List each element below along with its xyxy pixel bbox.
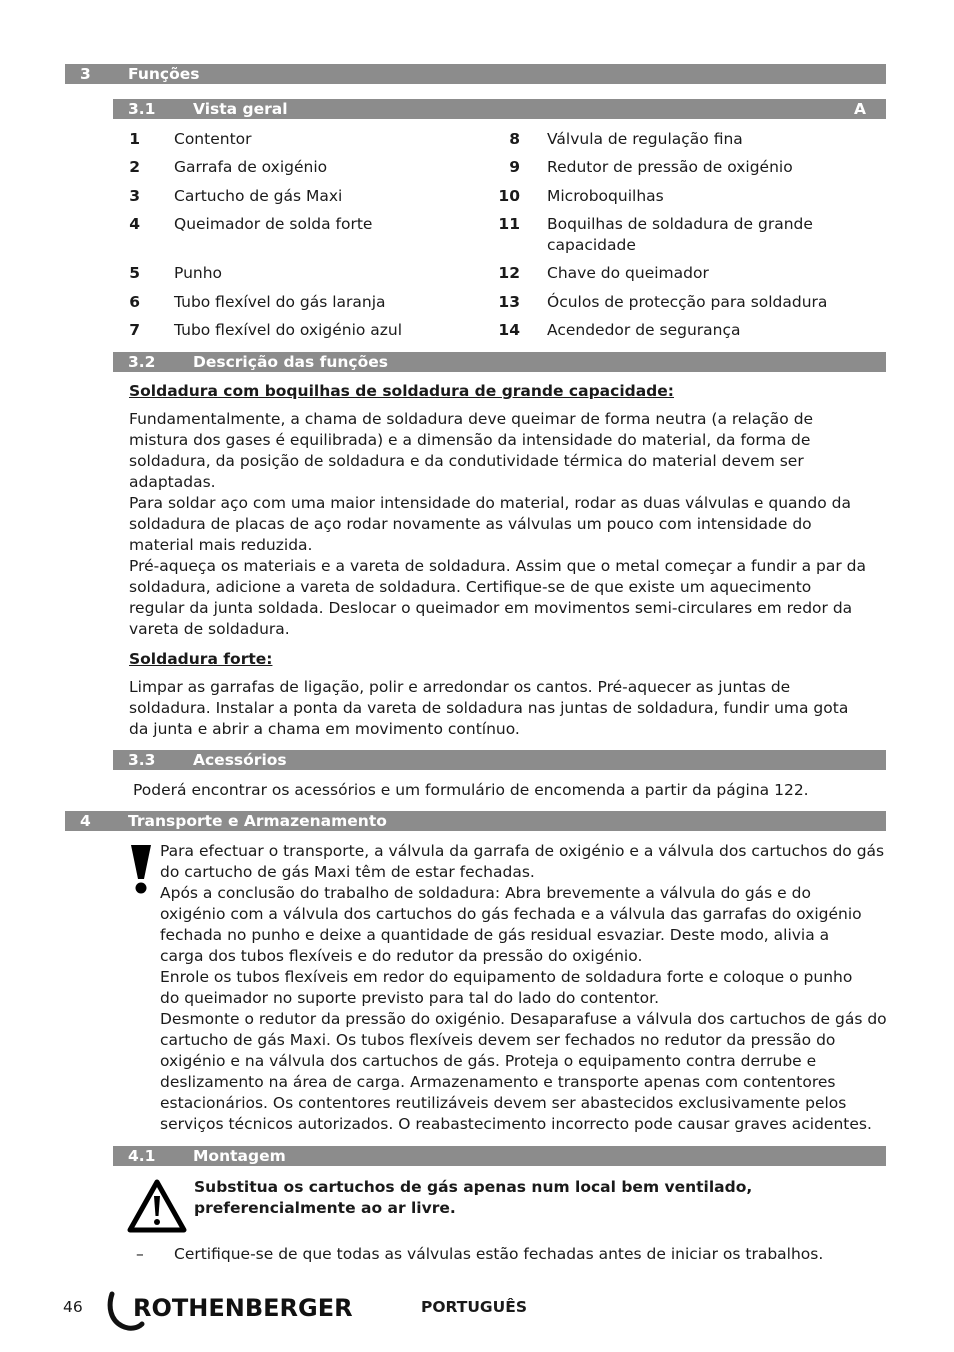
subsection-title: Vista geral [193, 100, 288, 118]
subsection-4-1-header [113, 1146, 886, 1166]
accessories-text: Poderá encontrar os acessórios e um formulário de encomenda a partir da página 122. [133, 781, 809, 799]
large-nozzle-welding-heading: Soldadura com boquilhas de soldadura de grande capacidade: [129, 382, 674, 400]
large-nozzle-welding-text: Fundamentalmente, a chama de soldadura deve queimar de forma neutra (a relação de mistura dos gases é equilibrada) e a dimensão da intensidade do material, da forma de soldadura, da posição de soldadura e da condutividade térmica do material devem ser adaptadas. Para soldar aço com uma maior intensidade do material, rodar as duas válvulas e quando da soldadura de placas de aço rodar novamente as válvulas um pouco com intensidade do material mais reduzida. Pré-aqueça os materiais e a vareta de soldadura. Assim que o metal começar a fundir a par da soldadura, adicione a vareta de soldadura. Certifique-se de que existe um aquecimento regular da junta soldada. Deslocar o queimador em movimentos semi-circulares em redor da vareta de soldadura. [129, 410, 866, 638]
subsection-number: 4.1 [128, 1147, 156, 1165]
subsection-title: Descrição das funções [193, 353, 389, 371]
warning-text: Substitua os cartuchos de gás apenas num local bem ventilado, preferencialmente ao ar livre. [194, 1178, 753, 1217]
subsection-title: Acessórios [193, 751, 287, 769]
page-number: 46 [63, 1298, 83, 1316]
subsection-3-3-header [113, 750, 886, 770]
language-label: PORTUGUÊS [421, 1298, 527, 1316]
section-3-header [65, 64, 886, 84]
bullet-text: Certifique-se de que todas as válvulas estão fechadas antes de iniciar os trabalhos. [174, 1245, 824, 1263]
subsection-3-2-header [113, 352, 886, 372]
subsection-number: 3.3 [128, 751, 156, 769]
section-title: Funções [128, 65, 200, 83]
section-4-header [65, 811, 886, 831]
brazing-heading: Soldadura forte: [129, 650, 273, 668]
bullet-dash: – [136, 1245, 144, 1263]
exclamation-icon [129, 843, 153, 895]
subsection-title: Montagem [193, 1147, 286, 1165]
subsection-3-1-header [113, 99, 886, 119]
subsection-number: 3.2 [128, 353, 156, 371]
section-number: 3 [80, 65, 91, 83]
section-number: 4 [80, 812, 91, 830]
section-title: Transporte e Armazenamento [128, 812, 387, 830]
warning-triangle-icon [127, 1178, 187, 1234]
brazing-text: Limpar as garrafas de ligação, polir e arredondar os cantos. Pré-aquecer as juntas de soldadura. Instalar a ponta da vareta de soldadura nas juntas de soldadura, fundir uma gota da junta e abrir a chama em movimento contínuo. [129, 678, 849, 738]
subsection-number: 3.1 [128, 100, 156, 118]
figure-tag: A [854, 100, 866, 118]
transport-text: Para efectuar o transporte, a válvula da garrafa de oxigénio e a válvula dos cartuchos do gás do cartucho de gás Maxi têm de estar fechadas. Após a conclusão do trabalho de soldadura: Abra brevemente a válvula do gás e do oxigénio com a válvula dos cartuchos do gás fechada e a válvula das garrafas do oxigénio fechada no punho e deixe a quantidade de gás residual esvaziar. Deste modo, alivia a carga dos tubos flexíveis e do redutor da pressão do oxigénio. Enrole os tubos flexíveis em redor do equipamento de soldadura forte e coloque o punho do queimador no suporte previsto para tal do lado do contentor. Desmonte o redutor da pressão do oxigénio. Desaparafuse a válvula dos cartuchos de gás do cartucho de gás Maxi. Os tubos flexíveis devem ser fechados no redutor da pressão do oxigénio e na válvula dos cartuchos de gás. Proteja o equipamento contra derrube e deslizamento na área de carga. Armazenamento e transporte apenas com contentores estacionários. Os contentores reutilizáveis devem ser abastecidos exclusivamente pelos serviços técnicos autorizados. O reabastecimento incorrecto pode causar graves acidentes. [160, 842, 887, 1133]
brand-name: ROTHENBERGER [133, 1294, 353, 1322]
